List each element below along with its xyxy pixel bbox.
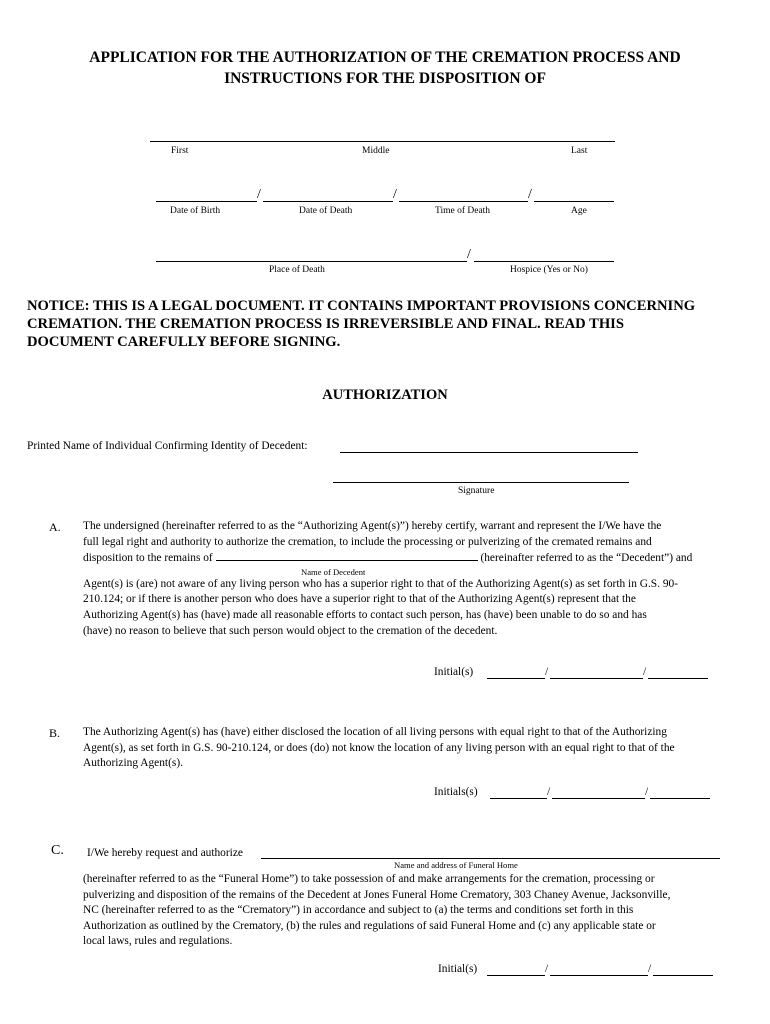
section-c-line: NC (hereinafter referred to as the “Crematory”) in accordance and subject to (a) the terms and conditions set forth in this: [83, 904, 634, 917]
legal-notice: [27, 297, 752, 351]
section-c-line: Authorization as outlined by the Crematory, (b) the rules and regulations of said Funeral Home and (c) any applicable state or: [83, 919, 656, 932]
decedent-name-caption: Name of Decedent: [301, 566, 366, 577]
date-of-death-field[interactable]: [263, 201, 393, 202]
initial-field[interactable]: [487, 678, 545, 679]
time-of-death-field[interactable]: [399, 201, 528, 202]
age-caption: Age: [571, 206, 587, 216]
date-of-birth-field[interactable]: [156, 201, 257, 202]
separator-slash: /: [547, 786, 551, 798]
section-a-line-decedent: [83, 550, 753, 567]
initial-field[interactable]: [490, 798, 547, 799]
decedent-name-field[interactable]: [150, 141, 615, 142]
separator-slash: /: [257, 187, 261, 202]
middle-name-caption: Middle: [362, 146, 390, 156]
section-c-letter: C.: [51, 843, 64, 858]
separator-slash: /: [545, 666, 549, 678]
hospice-field[interactable]: [474, 261, 614, 262]
age-field[interactable]: [534, 201, 614, 202]
separator-slash: /: [643, 666, 647, 678]
place-of-death-field[interactable]: [156, 261, 467, 262]
separator-slash: /: [645, 786, 649, 798]
funeral-home-caption: Name and address of Funeral Home: [394, 860, 518, 870]
separator-slash: /: [467, 247, 471, 262]
printed-name-field[interactable]: [340, 452, 638, 453]
signature-field[interactable]: [333, 482, 629, 483]
authorization-heading: AUTHORIZATION: [322, 387, 448, 403]
date-of-birth-caption: Date of Birth: [170, 206, 221, 216]
time-of-death-caption: Time of Death: [435, 206, 491, 216]
printed-name-label: Printed Name of Individual Confirming Identity of Decedent:: [27, 440, 308, 452]
section-a-initial-label: Initial(s): [434, 666, 474, 678]
section-b-letter: B.: [49, 726, 61, 740]
section-a-line: Agent(s) is (are) not aware of any living person who has a superior right to that of the Authorizing Agent(s) as set forth in G.S. 90-: [83, 577, 679, 590]
document-title-line-1: APPLICATION FOR THE AUTHORIZATION OF THE CREMATION PROCESS AND: [89, 49, 681, 66]
legal-notice-line: NOTICE: THIS IS A LEGAL DOCUMENT. IT CONTAINS IMPORTANT PROVISIONS CONCERNING: [27, 298, 696, 314]
initial-field[interactable]: [550, 678, 643, 679]
first-name-caption: First: [171, 146, 189, 156]
funeral-home-field[interactable]: [261, 858, 720, 859]
section-b-initial-label: Initials(s): [434, 786, 478, 798]
initial-field[interactable]: [487, 975, 545, 976]
section-a-line: full legal right and authority to authorize the cremation, to include the processing or pulverizing of the cremated remains and: [83, 535, 652, 548]
section-c-initial-label: Initial(s): [438, 963, 478, 975]
section-a-paragraph: [83, 519, 753, 639]
section-a-line: 210.124; or if there is another person who does have a superior right to that of the Authorizing Agent(s) represent that the: [83, 593, 636, 606]
section-c-line: (hereinafter referred to as the “Funeral Home”) to take possession of and make arrangements for the cremation, processing or: [83, 873, 655, 885]
section-a-letter: A.: [49, 520, 61, 534]
section-b-paragraph: [83, 725, 753, 772]
section-a-line: Authorizing Agent(s) has (have) made all reasonable efforts to contact such person, has (have) been unable to do so and has: [83, 608, 647, 621]
section-a-line: The undersigned (hereinafter referred to as the “Authorizing Agent(s)”) hereby certify, warrant and represent the I/We have the: [83, 520, 662, 532]
initial-field[interactable]: [648, 678, 708, 679]
section-a-text: (hereinafter referred to as the “Decedent”) and: [480, 552, 693, 565]
section-a-text: disposition to the remains of: [83, 552, 213, 565]
place-of-death-caption: Place of Death: [269, 265, 325, 275]
legal-notice-line: DOCUMENT CAREFULLY BEFORE SIGNING.: [27, 334, 341, 350]
separator-slash: /: [528, 187, 532, 202]
section-c-line: local laws, rules and regulations.: [83, 935, 233, 948]
section-a-line: (have) no reason to believe that such person would object to the cremation of the decedent.: [83, 624, 498, 637]
section-b-line: Agent(s), as set forth in G.S. 90-210.124, or does (do) not know the location of any living person with an equal right to that of the: [83, 741, 675, 754]
section-c-lead: I/We hereby request and authorize: [87, 847, 243, 859]
document-title-line-2: INSTRUCTIONS FOR THE DISPOSITION OF: [224, 70, 546, 87]
section-c-line: pulverizing and disposition of the remains of the Decedent at Jones Funeral Home Crematory, 303 Chaney Avenue, Jacksonville,: [83, 888, 671, 901]
decedent-name-field[interactable]: [216, 550, 478, 561]
last-name-caption: Last: [571, 146, 588, 156]
section-b-line: The Authorizing Agent(s) has (have) either disclosed the location of all living persons with equal right to that of the Authorizing: [83, 726, 667, 738]
legal-notice-line: CREMATION. THE CREMATION PROCESS IS IRREVERSIBLE AND FINAL. READ THIS: [27, 316, 624, 332]
separator-slash: /: [648, 963, 652, 975]
separator-slash: /: [545, 963, 549, 975]
initial-field[interactable]: [653, 975, 713, 976]
signature-caption: Signature: [458, 486, 495, 496]
hospice-caption: Hospice (Yes or No): [510, 265, 588, 275]
initial-field[interactable]: [552, 798, 645, 799]
initial-field[interactable]: [550, 975, 648, 976]
section-c-paragraph: [83, 872, 753, 950]
date-of-death-caption: Date of Death: [299, 206, 353, 216]
separator-slash: /: [393, 187, 397, 202]
initial-field[interactable]: [650, 798, 710, 799]
section-b-line: Authorizing Agent(s).: [83, 757, 183, 770]
